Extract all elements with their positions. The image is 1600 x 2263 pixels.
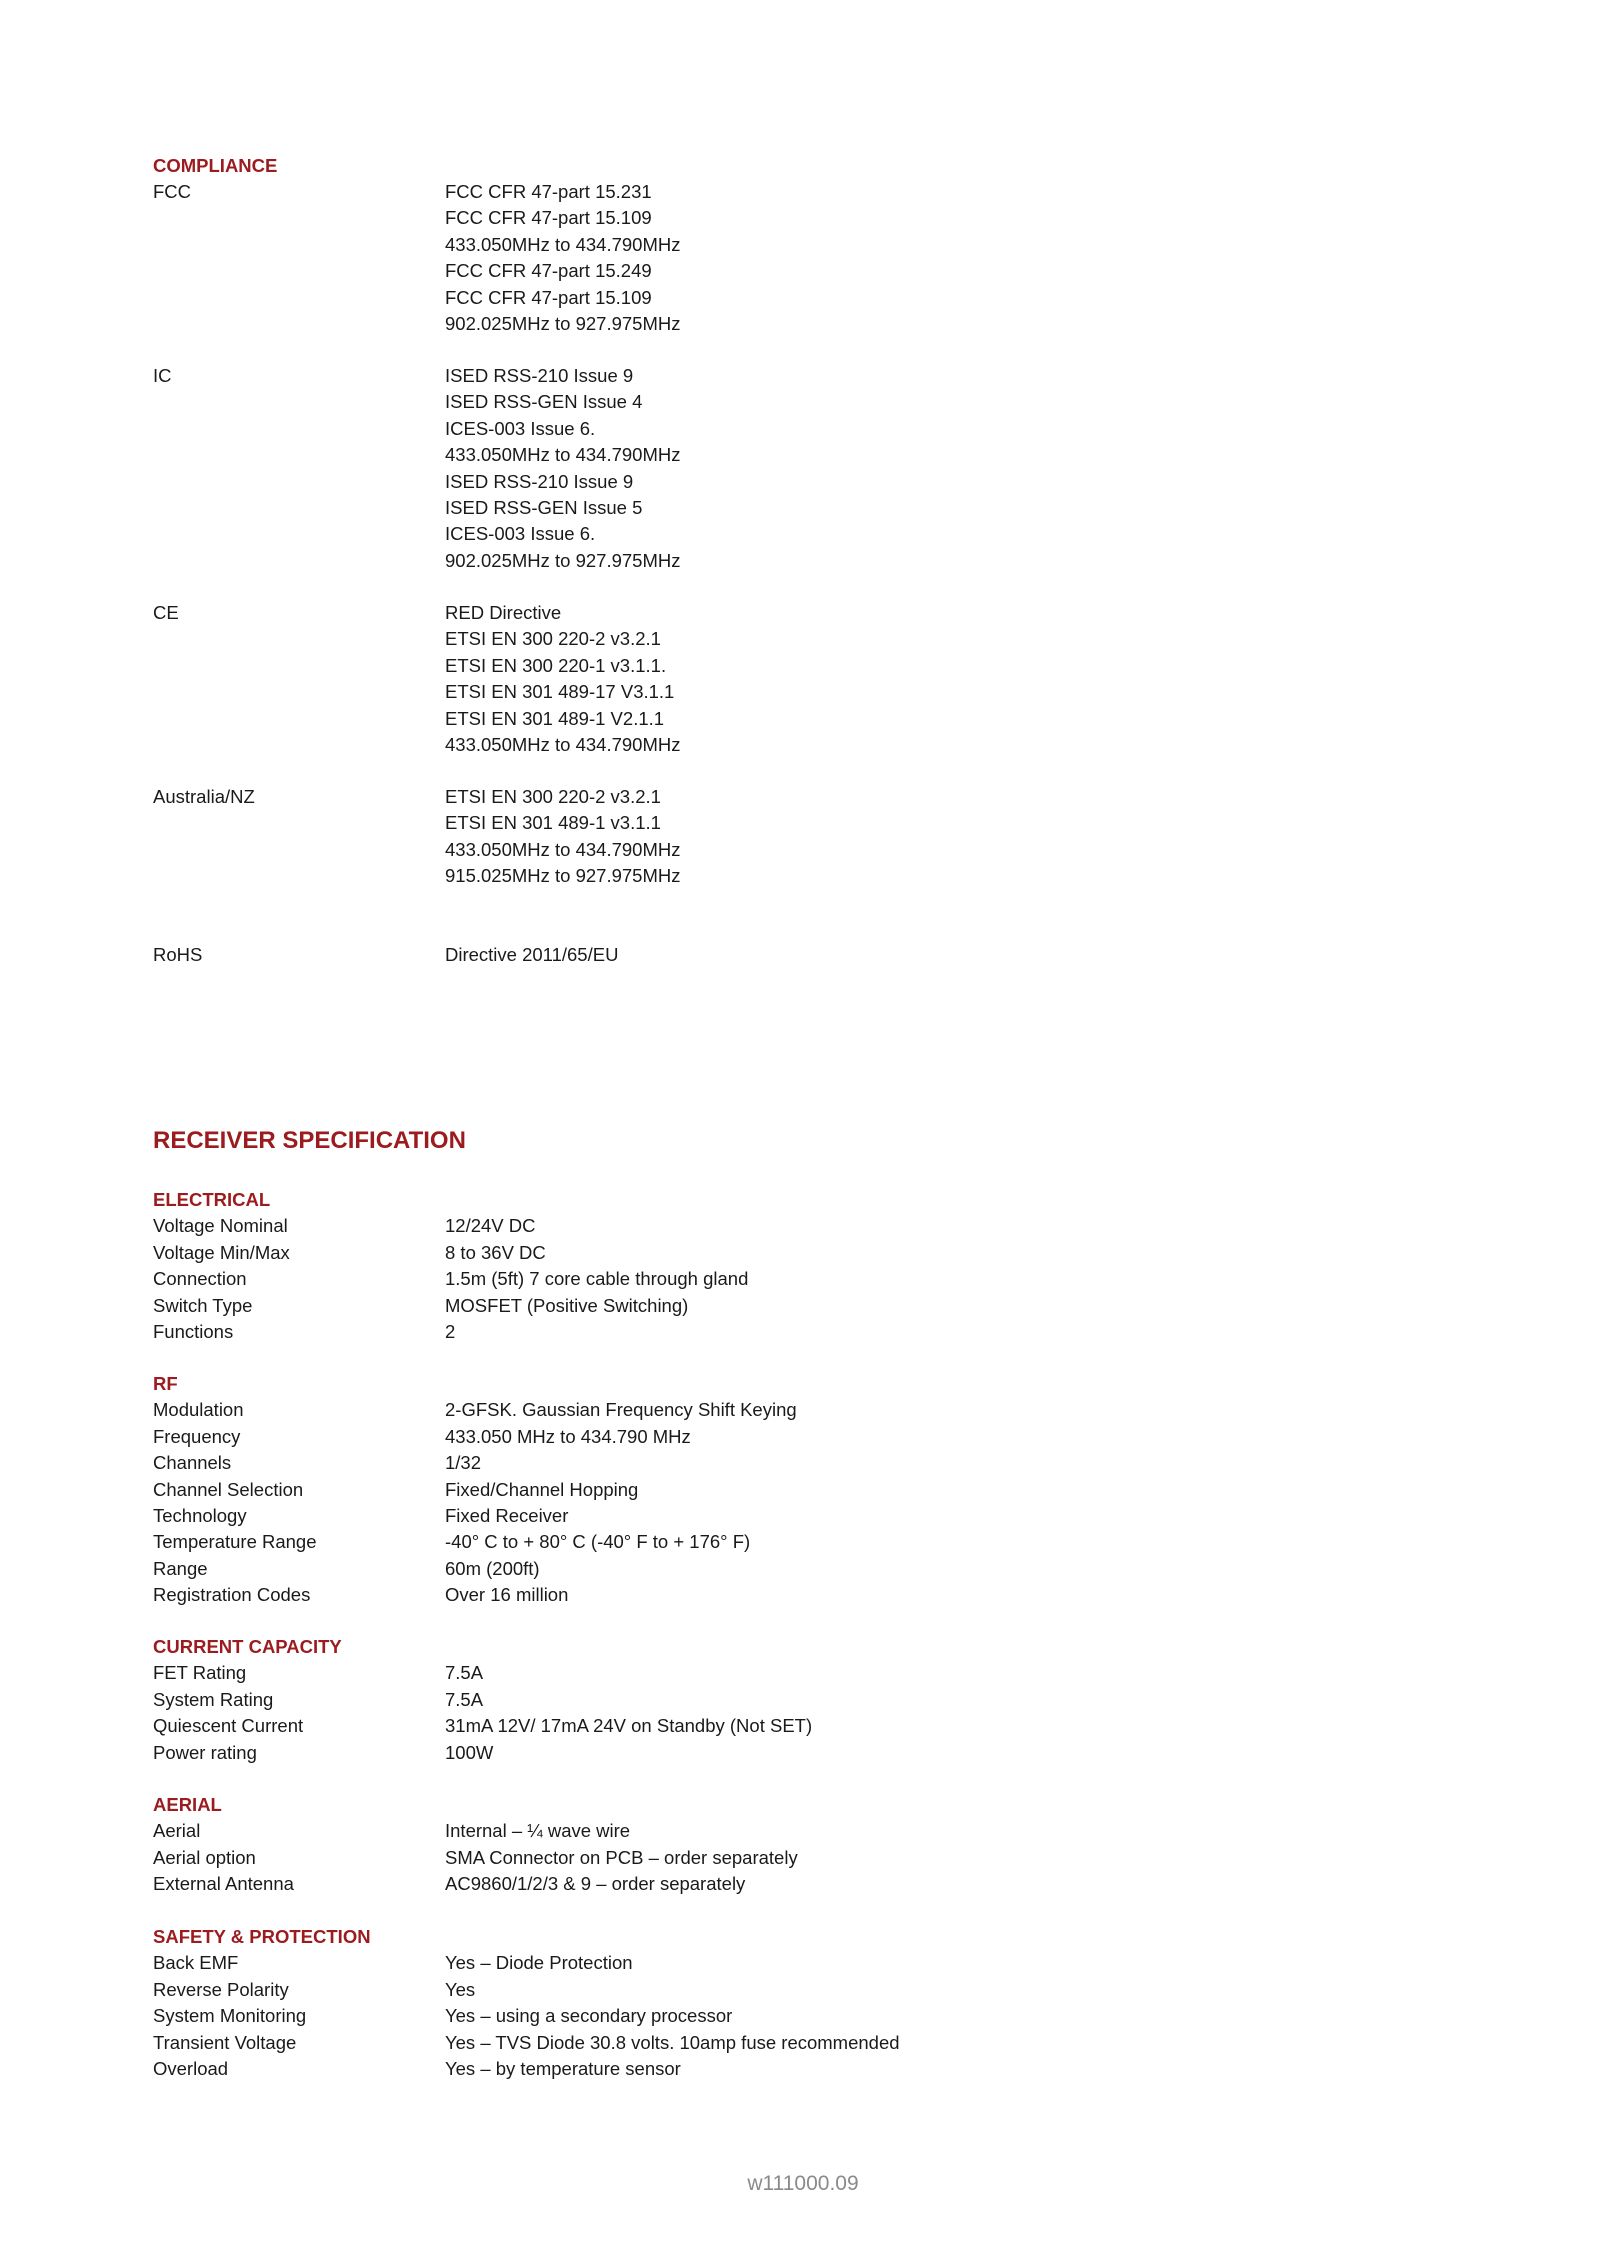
- spec-value: 7.5A: [445, 1662, 484, 1684]
- spec-row: [153, 1687, 812, 1713]
- spec-label: Transient Voltage: [153, 2031, 297, 2053]
- compliance-value: RED Directive: [445, 602, 562, 623]
- document-code: w111000.09: [747, 2172, 859, 2195]
- spec-value: Fixed Receiver: [445, 1504, 569, 1526]
- spec-label: Switch Type: [153, 1294, 253, 1316]
- spec-row: [153, 1740, 812, 1766]
- spec-row: [153, 1240, 748, 1266]
- spec-label: Aerial: [153, 1820, 201, 1842]
- spec-label: Technology: [153, 1504, 247, 1526]
- spec-value: 8 to 36V DC: [445, 1241, 546, 1263]
- spec-label: FET Rating: [153, 1662, 247, 1684]
- section-heading-compliance: COMPLIANCE: [153, 155, 278, 176]
- spec-label: Functions: [153, 1320, 234, 1342]
- compliance-value: 915.025MHz to 927.975MHz: [445, 865, 681, 887]
- section-safety-protection: [153, 1924, 900, 2082]
- compliance-label: IC: [153, 365, 172, 386]
- spec-row: [153, 1556, 797, 1582]
- spec-label: System Monitoring: [153, 2005, 307, 2027]
- spec-row: [153, 1818, 798, 1844]
- compliance-value: ETSI EN 300 220-1 v3.1.1.: [445, 654, 667, 676]
- section-aerial: [153, 1792, 798, 1898]
- spec-label: Quiescent Current: [153, 1715, 304, 1737]
- spec-value: MOSFET (Positive Switching): [445, 1294, 689, 1316]
- compliance-group-fcc: [153, 179, 681, 337]
- section-electrical: [153, 1187, 748, 1345]
- spec-row: [153, 2030, 900, 2056]
- section-heading: AERIAL: [153, 1794, 222, 1815]
- spec-value: Fixed/Channel Hopping: [445, 1478, 639, 1500]
- compliance-value: ETSI EN 301 489-17 V3.1.1: [445, 681, 675, 703]
- compliance-value: ISED RSS-210 Issue 9: [445, 470, 634, 492]
- spec-value: 60m (200ft): [445, 1557, 540, 1579]
- compliance-value: FCC CFR 47-part 15.249: [445, 260, 652, 282]
- spec-value: 100W: [445, 1741, 494, 1763]
- spec-value: Yes – TVS Diode 30.8 volts. 10amp fuse recommended: [445, 2031, 900, 2053]
- spec-value: Yes – Diode Protection: [445, 1952, 633, 1974]
- spec-label: Voltage Min/Max: [153, 1241, 290, 1263]
- compliance-value: 433.050MHz to 434.790MHz: [445, 838, 681, 860]
- spec-label: Modulation: [153, 1399, 244, 1421]
- spec-row: [153, 1477, 797, 1503]
- spec-row: [153, 1266, 748, 1292]
- spec-value: 7.5A: [445, 1688, 484, 1710]
- spec-row: [153, 1582, 797, 1608]
- spec-row: [153, 1660, 812, 1686]
- section-rf: [153, 1371, 797, 1609]
- compliance-value: ETSI EN 301 489-1 v3.1.1: [445, 812, 661, 834]
- compliance-value: 433.050MHz to 434.790MHz: [445, 233, 681, 255]
- spec-row: [153, 1503, 797, 1529]
- spec-value: 433.050 MHz to 434.790 MHz: [445, 1425, 691, 1447]
- compliance-value: FCC CFR 47-part 15.109: [445, 207, 652, 229]
- compliance-value: Directive 2011/65/EU: [445, 944, 619, 965]
- spec-row: [153, 1845, 798, 1871]
- spec-value: 31mA 12V/ 17mA 24V on Standby (Not SET): [445, 1715, 813, 1737]
- section-current-capacity: [153, 1634, 812, 1766]
- compliance-value: 902.025MHz to 927.975MHz: [445, 312, 681, 334]
- compliance-value: ISED RSS-GEN Issue 4: [445, 391, 643, 413]
- spec-value: 1.5m (5ft) 7 core cable through gland: [445, 1268, 749, 1290]
- spec-label: Temperature Range: [153, 1531, 317, 1553]
- compliance-label: Australia/NZ: [153, 786, 255, 807]
- spec-value: Internal – ¼ wave wire: [445, 1820, 631, 1842]
- spec-row: [153, 1950, 900, 1976]
- spec-value: 2-GFSK. Gaussian Frequency Shift Keying: [445, 1399, 797, 1421]
- compliance-value: 902.025MHz to 927.975MHz: [445, 549, 681, 571]
- compliance-value: ETSI EN 300 220-2 v3.2.1: [445, 786, 661, 807]
- spec-value: Yes – using a secondary processor: [445, 2005, 733, 2027]
- spec-value: Yes – by temperature sensor: [445, 2057, 681, 2079]
- compliance-value: ISED RSS-GEN Issue 5: [445, 496, 643, 518]
- spec-value: Over 16 million: [445, 1584, 569, 1606]
- compliance-label: FCC: [153, 181, 192, 202]
- spec-value: AC9860/1/2/3 & 9 – order separately: [445, 1873, 746, 1895]
- spec-label: Connection: [153, 1268, 247, 1290]
- compliance-group-ic: [153, 363, 681, 574]
- compliance-label: RoHS: [153, 944, 203, 965]
- compliance-value: 433.050MHz to 434.790MHz: [445, 733, 681, 755]
- spec-row: [153, 1450, 797, 1476]
- spec-label: Frequency: [153, 1425, 241, 1447]
- compliance-label: CE: [153, 602, 179, 623]
- compliance-value: FCC CFR 47-part 15.231: [445, 181, 652, 202]
- spec-row: [153, 1529, 797, 1555]
- compliance-value: 433.050MHz to 434.790MHz: [445, 444, 681, 466]
- compliance-value: ETSI EN 301 489-1 V2.1.1: [445, 707, 665, 729]
- spec-value: 1/32: [445, 1452, 482, 1474]
- spec-label: Power rating: [153, 1741, 257, 1763]
- spec-label: Aerial option: [153, 1846, 256, 1868]
- spec-row: [153, 1319, 748, 1345]
- spec-row: [153, 1977, 900, 2003]
- compliance-value: ICES-003 Issue 6.: [445, 417, 596, 439]
- spec-label: Range: [153, 1557, 208, 1579]
- spec-label: Channels: [153, 1452, 232, 1474]
- spec-row: [153, 2003, 900, 2029]
- spec-row: [153, 1871, 798, 1897]
- spec-label: Registration Codes: [153, 1584, 311, 1606]
- compliance-value: FCC CFR 47-part 15.109: [445, 286, 652, 308]
- spec-label: Channel Selection: [153, 1478, 304, 1500]
- spec-row: [153, 1424, 797, 1450]
- section-heading: CURRENT CAPACITY: [153, 1636, 342, 1657]
- section-heading: SAFETY & PROTECTION: [153, 1926, 371, 1947]
- spec-label: Voltage Nominal: [153, 1215, 288, 1237]
- spec-value: 12/24V DC: [445, 1215, 536, 1237]
- compliance-group-australia-nz: [153, 784, 681, 890]
- section-heading: RF: [153, 1373, 178, 1394]
- spec-value: SMA Connector on PCB – order separately: [445, 1846, 798, 1868]
- compliance-section: [153, 153, 277, 179]
- spec-value: -40° C to + 80° C (-40° F to + 176° F): [445, 1531, 751, 1553]
- document-code-footer: [0, 2172, 1600, 2196]
- receiver-spec-title: RECEIVER SPECIFICATION: [153, 1127, 466, 1154]
- spec-row: [153, 1397, 797, 1423]
- spec-value: 2: [445, 1320, 456, 1342]
- compliance-group-rohs: [153, 942, 618, 968]
- section-heading: ELECTRICAL: [153, 1189, 271, 1210]
- spec-row: [153, 1293, 748, 1319]
- spec-label: System Rating: [153, 1688, 274, 1710]
- spec-label: External Antenna: [153, 1873, 294, 1895]
- compliance-value: ISED RSS-210 Issue 9: [445, 365, 634, 386]
- compliance-value: ETSI EN 300 220-2 v3.2.1: [445, 628, 661, 650]
- spec-value: Yes: [445, 1978, 476, 2000]
- spec-label: Overload: [153, 2057, 229, 2079]
- compliance-value: ICES-003 Issue 6.: [445, 523, 596, 545]
- compliance-group-ce: [153, 600, 681, 758]
- spec-label: Back EMF: [153, 1952, 239, 1974]
- spec-label: Reverse Polarity: [153, 1978, 289, 2000]
- spec-row: [153, 1213, 748, 1239]
- spec-row: [153, 2056, 900, 2082]
- spec-row: [153, 1713, 812, 1739]
